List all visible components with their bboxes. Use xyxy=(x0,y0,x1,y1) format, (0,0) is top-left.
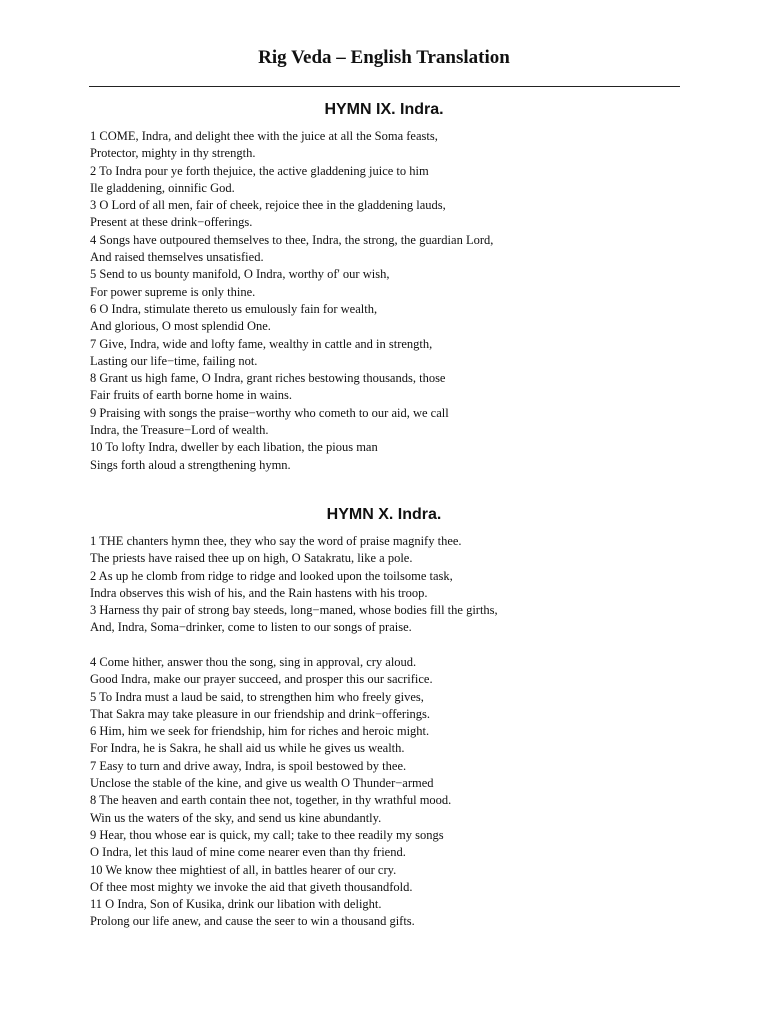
verse-line: That Sakra may take pleasure in our friendship and drink−offerings. xyxy=(90,706,431,721)
verse-line: Unclose the stable of the kine, and give us wealth O Thunder−armed xyxy=(90,776,434,791)
page-title: Rig Veda – English Translation xyxy=(258,47,510,68)
verse-line: Prolong our life anew, and cause the seer to win a thousand gifts. xyxy=(90,914,415,929)
verse-line: 1 COME, Indra, and delight thee with the juice at all the Soma feasts, xyxy=(90,129,438,143)
verse-line: Indra, the Treasure−Lord of wealth. xyxy=(90,423,269,438)
verse-line: And, Indra, Soma−drinker, come to listen to our songs of praise. xyxy=(90,620,412,635)
verse-line: Lasting our life−time, failing not. xyxy=(90,353,258,368)
verse-line: 6 Him, him we seek for friendship, him for riches and heroic might. xyxy=(90,724,430,739)
verse-line: 8 The heaven and earth contain thee not, together, in thy wrathful mood. xyxy=(90,793,452,808)
verse-line: 10 We know thee mightiest of all, in battles hearer of our cry. xyxy=(90,862,397,877)
verse-line: 1 THE chanters hymn thee, they who say the word of praise magnify thee. xyxy=(90,534,462,548)
verse-line: Indra observes this wish of his, and the Rain hastens with his troop. xyxy=(90,585,428,600)
verse-line: For Indra, he is Sakra, he shall aid us while he gives us wealth. xyxy=(90,741,405,756)
verse-line: O Indra, let this laud of mine come nearer even than thy friend. xyxy=(90,845,406,860)
verse-line: The priests have raised thee up on high, O Satakratu, like a pole. xyxy=(90,551,413,566)
verse-line: 3 O Lord of all men, fair of cheek, rejoice thee in the gladdening lauds, xyxy=(90,198,446,213)
hymn-x-verses-part1 xyxy=(90,533,690,637)
verse-line: Win us the waters of the sky, and send us kine abundantly. xyxy=(90,810,382,825)
verse-line: 9 Praising with songs the praise−worthy who cometh to our aid, we call xyxy=(90,405,449,420)
verse-line: 9 Hear, thou whose ear is quick, my call; take to thee readily my songs xyxy=(90,827,444,842)
verse-line: Sings forth aloud a strengthening hymn. xyxy=(90,457,291,472)
verse-line: Of thee most mighty we invoke the aid that giveth thousandfold. xyxy=(90,879,413,894)
verse-line: 3 Harness thy pair of strong bay steeds, long−maned, whose bodies fill the girths, xyxy=(90,603,498,618)
verse-line: Protector, mighty in thy strength. xyxy=(90,146,256,161)
title-divider xyxy=(89,86,680,87)
verse-line: And raised themselves unsatisfied. xyxy=(90,250,264,265)
verse-line: 7 Easy to turn and drive away, Indra, is spoil bestowed by thee. xyxy=(90,758,407,773)
verse-line: 4 Come hither, answer thou the song, sing in approval, cry aloud. xyxy=(90,655,417,669)
verse-line: Present at these drink−offerings. xyxy=(90,215,253,230)
verse-line: Good Indra, make our prayer succeed, and prosper this our sacrifice. xyxy=(90,672,433,687)
verse-line: 2 As up he clomb from ridge to ridge and looked upon the toilsome task, xyxy=(90,568,453,583)
verse-line: Fair fruits of earth borne home in wains. xyxy=(90,388,293,403)
verse-line: 4 Songs have outpoured themselves to thee, Indra, the strong, the guardian Lord, xyxy=(90,232,494,247)
verse-line: 5 Send to us bounty manifold, O Indra, worthy of' our wish, xyxy=(90,267,390,282)
verse-line: 2 To Indra pour ye forth thejuice, the active gladdening juice to him xyxy=(90,163,429,178)
verse-line: Ile gladdening, oinnific God. xyxy=(90,180,235,195)
hymn-x-verses-part2 xyxy=(90,654,690,931)
verse-line: 7 Give, Indra, wide and lofty fame, wealthy in cattle and in strength, xyxy=(90,336,433,351)
verse-line: 11 O Indra, Son of Kusika, drink our libation with delight. xyxy=(90,897,382,912)
verse-line: 10 To lofty Indra, dweller by each libation, the pious man xyxy=(90,440,378,455)
verse-line: 6 O Indra, stimulate thereto us emulously fain for wealth, xyxy=(90,301,378,316)
hymn-x-heading: HYMN X. Indra. xyxy=(326,506,442,523)
verse-line: 8 Grant us high fame, O Indra, grant riches bestowing thousands, those xyxy=(90,371,446,386)
verse-line: And glorious, O most splendid One. xyxy=(90,319,271,334)
hymn-ix-verses xyxy=(90,128,690,474)
verse-line: For power supreme is only thine. xyxy=(90,284,256,299)
hymn-ix-heading: HYMN IX. Indra. xyxy=(324,101,444,118)
verse-line: 5 To Indra must a laud be said, to strengthen him who freely gives, xyxy=(90,689,424,704)
